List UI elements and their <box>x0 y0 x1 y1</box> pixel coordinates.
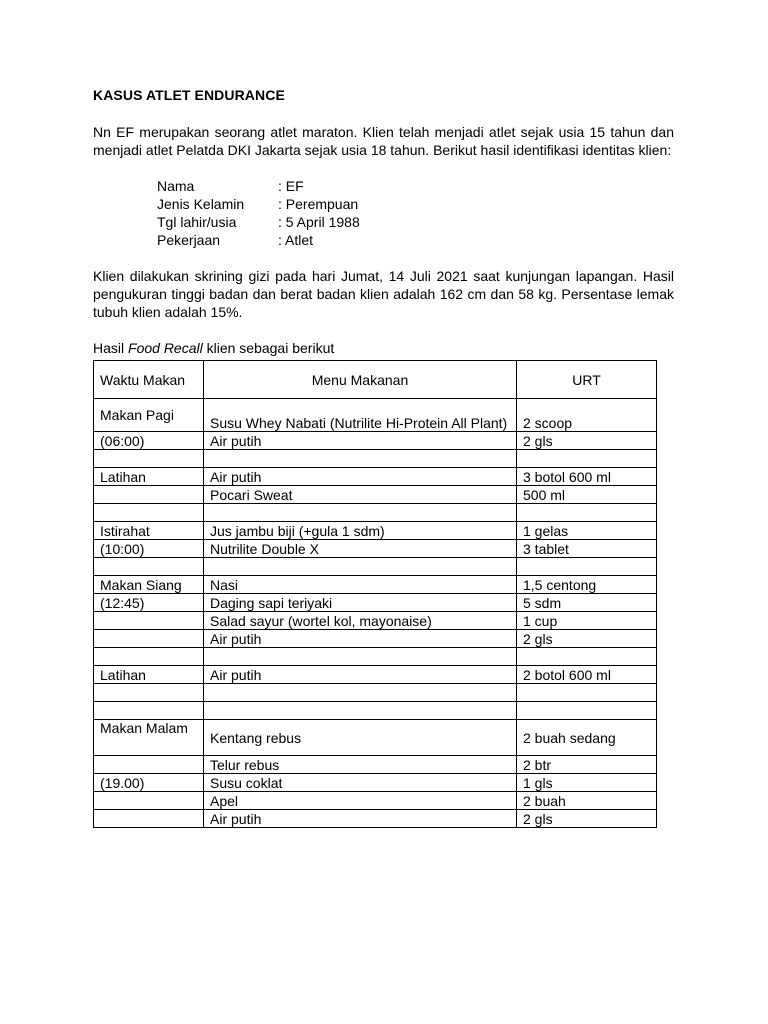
cell-menu <box>204 504 517 522</box>
identity-list <box>157 177 360 249</box>
table-row <box>94 648 657 666</box>
cell-menu: Air putih <box>204 810 517 828</box>
cell-urt: 2 botol 600 ml <box>517 666 657 684</box>
cell-waktu: Istirahat <box>94 522 204 540</box>
table-row <box>94 774 657 792</box>
cell-menu: Air putih <box>204 666 517 684</box>
table-row <box>94 450 657 468</box>
cell-menu <box>204 702 517 720</box>
recall-intro <box>93 339 334 357</box>
cell-urt: 2 gls <box>517 630 657 648</box>
identity-row-jenis-kelamin <box>157 195 360 213</box>
cell-urt <box>517 648 657 666</box>
table-row <box>94 630 657 648</box>
cell-waktu <box>94 702 204 720</box>
identity-value: : Atlet <box>278 232 314 248</box>
cell-urt: 2 buah sedang <box>517 720 657 756</box>
cell-urt: 2 gls <box>517 432 657 450</box>
cell-waktu <box>94 756 204 774</box>
table-row <box>94 756 657 774</box>
cell-menu: Air putih <box>204 468 517 486</box>
document-title: KASUS ATLET ENDURANCE <box>93 87 285 103</box>
identity-value: : 5 April 1988 <box>278 214 360 230</box>
table-row <box>94 504 657 522</box>
recall-intro-italic: Food Recall <box>128 340 203 356</box>
cell-waktu <box>94 684 204 702</box>
cell-urt <box>517 504 657 522</box>
header-waktu-makan: Waktu Makan <box>94 361 204 399</box>
intro-paragraph: Nn EF merupakan seorang atlet maraton. Klien telah menjadi atlet sejak usia 15 tahun dan menjadi atlet Pelatda DKI Jakarta sejak usia 18 tahun. Berikut hasil identifikasi identitas klien: <box>93 124 674 158</box>
cell-menu: Susu coklat <box>204 774 517 792</box>
identity-label: Jenis Kelamin <box>157 196 245 212</box>
identity-row-nama <box>157 177 360 195</box>
cell-menu: Nasi <box>204 576 517 594</box>
cell-menu: Kentang rebus <box>204 720 517 756</box>
table-row <box>94 810 657 828</box>
cell-menu: Salad sayur (wortel kol, mayonaise) <box>204 612 517 630</box>
cell-urt: 500 ml <box>517 486 657 504</box>
cell-menu <box>204 450 517 468</box>
cell-waktu: (12:45) <box>94 594 204 612</box>
cell-urt: 3 tablet <box>517 540 657 558</box>
cell-waktu <box>94 792 204 810</box>
cell-menu <box>204 648 517 666</box>
identity-label: Tgl lahir/usia <box>157 214 237 230</box>
table-row <box>94 540 657 558</box>
cell-waktu: Latihan <box>94 468 204 486</box>
table-row <box>94 684 657 702</box>
cell-waktu <box>94 486 204 504</box>
table-row <box>94 432 657 450</box>
cell-urt: 2 btr <box>517 756 657 774</box>
identity-row-pekerjaan <box>157 231 360 249</box>
cell-urt: 1,5 centong <box>517 576 657 594</box>
table-row <box>94 399 657 432</box>
table-row <box>94 486 657 504</box>
table-header-row <box>94 361 657 399</box>
cell-menu <box>204 684 517 702</box>
table-row <box>94 612 657 630</box>
cell-menu: Air putih <box>204 432 517 450</box>
header-menu-makanan: Menu Makanan <box>204 361 517 399</box>
cell-urt <box>517 684 657 702</box>
cell-urt <box>517 558 657 576</box>
table-row <box>94 468 657 486</box>
table-row <box>94 576 657 594</box>
cell-menu <box>204 558 517 576</box>
cell-waktu: (10:00) <box>94 540 204 558</box>
cell-waktu <box>94 450 204 468</box>
table-row <box>94 558 657 576</box>
cell-menu: Apel <box>204 792 517 810</box>
identity-value: : EF <box>278 178 304 194</box>
cell-urt: 1 gelas <box>517 522 657 540</box>
cell-menu: Susu Whey Nabati (Nutrilite Hi-Protein All Plant) <box>204 399 517 432</box>
cell-waktu <box>94 810 204 828</box>
cell-waktu <box>94 612 204 630</box>
cell-menu: Air putih <box>204 630 517 648</box>
cell-waktu <box>94 504 204 522</box>
cell-urt: 2 gls <box>517 810 657 828</box>
cell-urt: 2 scoop <box>517 399 657 432</box>
cell-waktu: Makan Pagi <box>94 399 204 432</box>
cell-waktu: Makan Siang <box>94 576 204 594</box>
table-row <box>94 792 657 810</box>
identity-row-tgl-lahir <box>157 213 360 231</box>
table-row <box>94 594 657 612</box>
cell-urt: 1 gls <box>517 774 657 792</box>
cell-urt: 3 botol 600 ml <box>517 468 657 486</box>
cell-waktu: Latihan <box>94 666 204 684</box>
table-row <box>94 720 657 756</box>
cell-menu: Nutrilite Double X <box>204 540 517 558</box>
cell-urt: 1 cup <box>517 612 657 630</box>
table-row <box>94 522 657 540</box>
screening-paragraph: Klien dilakukan skrining gizi pada hari Jumat, 14 Juli 2021 saat kunjungan lapangan. Hasil pengukuran tinggi badan dan berat badan klien adalah 162 cm dan 58 kg. Persentase lemak tubuh klien adalah 15%. <box>93 268 674 320</box>
cell-menu: Daging sapi teriyaki <box>204 594 517 612</box>
cell-waktu: Makan Malam <box>94 720 204 756</box>
cell-waktu <box>94 630 204 648</box>
cell-urt: 5 sdm <box>517 594 657 612</box>
recall-intro-prefix: Hasil <box>93 340 129 356</box>
identity-label: Nama <box>157 178 195 194</box>
table-row <box>94 702 657 720</box>
cell-waktu: (06:00) <box>94 432 204 450</box>
cell-waktu: (19.00) <box>94 774 204 792</box>
identity-label: Pekerjaan <box>157 232 221 248</box>
cell-waktu <box>94 558 204 576</box>
cell-waktu <box>94 648 204 666</box>
cell-menu: Pocari Sweat <box>204 486 517 504</box>
identity-value: : Perempuan <box>278 196 359 212</box>
cell-urt <box>517 450 657 468</box>
food-recall-table <box>93 360 657 828</box>
cell-menu: Telur rebus <box>204 756 517 774</box>
header-urt: URT <box>517 361 657 399</box>
cell-urt <box>517 702 657 720</box>
table-row <box>94 666 657 684</box>
recall-intro-suffix: klien sebagai berikut <box>202 340 335 356</box>
cell-urt: 2 buah <box>517 792 657 810</box>
cell-menu: Jus jambu biji (+gula 1 sdm) <box>204 522 517 540</box>
